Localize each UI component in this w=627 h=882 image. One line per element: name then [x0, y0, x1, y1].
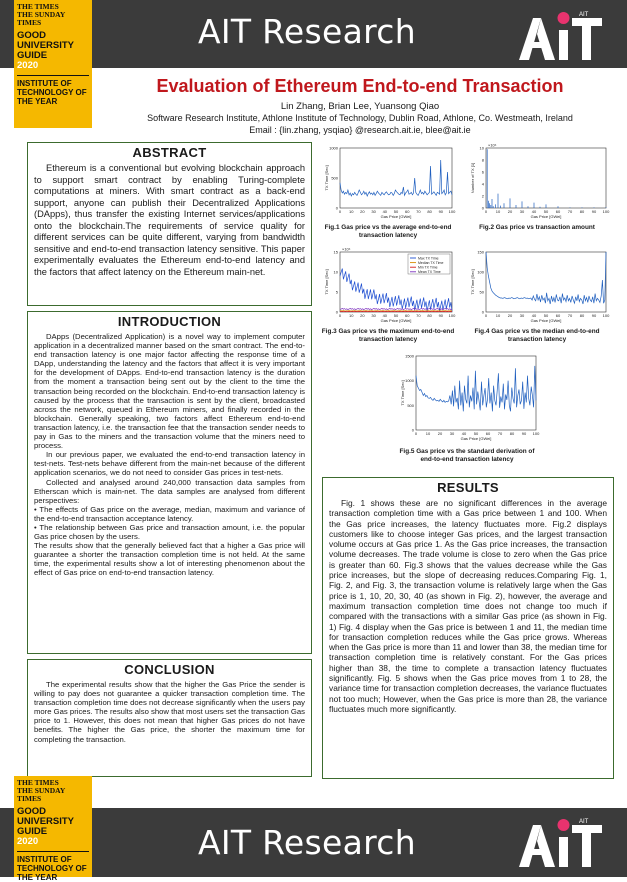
x-tick-label: 60 [405, 313, 410, 318]
results-heading: RESULTS [329, 480, 607, 495]
y-tick-label: 1000 [405, 378, 415, 383]
y-tick-label: 500 [407, 403, 414, 408]
y-tick-label: 50 [480, 290, 485, 295]
y-axis-label: TX Time [Sec] [324, 165, 329, 190]
axis-scale-label: ×10⁴ [488, 143, 497, 148]
x-tick-label: 10 [426, 431, 431, 436]
x-tick-label: 90 [522, 431, 527, 436]
legend-label: Min TX Time [418, 266, 438, 270]
x-tick-label: 90 [439, 313, 444, 318]
university-guide-badge [14, 0, 92, 128]
banner-title: AIT Research [198, 12, 416, 51]
conclusion-section [27, 659, 312, 777]
y-tick-label: 6 [482, 170, 485, 175]
plot-frame [486, 252, 606, 312]
x-tick-label: 50 [394, 313, 399, 318]
y-tick-label: 0 [336, 206, 339, 211]
results-section [322, 477, 614, 779]
figure-3-plot [318, 248, 458, 328]
axis-scale-label: ×10⁴ [342, 247, 351, 252]
figure-1-caption: Fig.1 Gas price vs the average end-to-end transaction latency [318, 224, 458, 239]
intro-bullet: • The effects of Gas price on the average, median, maximum and variance of the end-to-end transaction acceptance latency. [34, 505, 305, 523]
x-tick-label: 0 [485, 209, 488, 214]
award-title: INSTITUTE OF TECHNOLOGY OF THE YEAR [17, 855, 89, 882]
poster-email: Email : {lin.zhang, ysqiao} @research.ait.ie, blee@ait.ie [100, 125, 620, 135]
y-tick-label: 1000 [329, 146, 339, 151]
intro-paragraph: In our previous paper, we evaluated the end-to-end transaction latency in test-nets. Test-nets behave different from the main-net because of the different application scenarios, we do not need to consider Gas prices in test-nets. [34, 450, 305, 477]
x-tick-label: 30 [520, 209, 525, 214]
figure-2 [462, 144, 612, 232]
abstract-heading: ABSTRACT [34, 145, 305, 160]
figure-1-plot [318, 144, 458, 224]
y-tick-label: 2 [482, 194, 485, 199]
ait-logo [517, 8, 605, 62]
figure-5-caption: Fig.5 Gas price vs the standard derivation of end-to-end transaction latency [392, 448, 542, 463]
guide-name: GOOD UNIVERSITY GUIDE [17, 807, 89, 837]
y-tick-label: 100 [477, 270, 484, 275]
y-axis-label: TX Time [Sec] [470, 269, 475, 294]
x-axis-label: Gas Price [GWei] [531, 214, 562, 219]
figure-4-caption: Fig.4 Gas price vs the median end-to-end transaction latency [462, 328, 612, 343]
x-tick-label: 90 [592, 209, 597, 214]
intro-paragraph: DApps (Decentralized Application) is a novel way to implement computer application in a decentralized manner based on the smart contract. The end-to-end transaction latency is one major factor affecting the response time of a DApp, understanding the latency and the factors that affect it is very important for the development of DApps. End-to-end transaction latency is the duration from the moment a transaction being sent out by the client to the time the transaction being recorded on the blockchain. End-to-end transaction latency is caused by the process that the transaction is sent by the client, broadcasted across the network, queued in Ethereum miners, and finally recorded in the blockchain. Generally speaking, two factors affect Ethereum end-to-end transaction latency, i.e. the transaction fee that the transaction sender needs to pay in Gas to the miners and the transaction volume that the miners need to process. [34, 332, 305, 450]
abstract-section [27, 142, 312, 306]
figure-5-plot [392, 352, 542, 448]
y-axis-label: Number of TX [1] [470, 163, 475, 193]
x-tick-label: 90 [439, 209, 444, 214]
x-tick-label: 70 [568, 209, 573, 214]
y-tick-label: 150 [477, 250, 484, 255]
badge-divider [17, 75, 89, 76]
y-tick-label: 500 [331, 176, 338, 181]
x-tick-label: 30 [371, 313, 376, 318]
y-tick-label: 4 [482, 182, 485, 187]
x-tick-label: 100 [449, 313, 456, 318]
x-tick-label: 80 [580, 209, 585, 214]
x-axis-label: Gas Price [GWei] [381, 214, 412, 219]
figure-4-plot [462, 248, 612, 328]
university-guide-badge [14, 776, 92, 877]
x-axis-label: Gas Price [GWei] [461, 436, 492, 441]
y-axis-label: TX Time [Sec] [324, 269, 329, 294]
badge-divider [17, 851, 89, 852]
x-tick-label: 20 [438, 431, 443, 436]
x-tick-label: 80 [427, 313, 432, 318]
x-tick-label: 70 [498, 431, 503, 436]
x-tick-label: 40 [462, 431, 467, 436]
x-tick-label: 0 [415, 431, 418, 436]
award-title: INSTITUTE OF TECHNOLOGY OF THE YEAR [17, 79, 89, 106]
ait-logo [517, 815, 605, 869]
figure-3-caption: Fig.3 Gas price vs the maximum end-to-end transaction latency [318, 328, 458, 343]
plot-frame [486, 148, 606, 208]
guide-year: 2020 [17, 61, 89, 71]
poster-authors: Lin Zhang, Brian Lee, Yuansong Qiao [100, 101, 620, 112]
y-tick-label: 1500 [405, 354, 415, 359]
x-tick-label: 100 [449, 209, 456, 214]
sunday-times-masthead: THE SUNDAY TIMES [17, 11, 89, 27]
intro-bullet: • The relationship between Gas price and transaction amount, i.e. the popular Gas price chosen by the users. [34, 523, 305, 541]
x-tick-label: 70 [416, 209, 421, 214]
results-text: Fig. 1 shows these are no significant differences in the average transaction completion time with a Gas price between 1 and 100. When the Gas price increases, the latency fluctuates more. Fig.2 displays customers like to choose integer Gas prices, and the largest transaction volume occurs at Gas price 1. As the Gas price increases, the transaction volume decreases. The trade volume is close to zero when the Gas price is greater than 60. Fig.3 shows that the values decrease while the Gas price increases, but the slope of decreasing reduces.Comparing Fig. 1, Fig. 2, and Fig. 3, the transaction volume is relatively large when the Gas price is 1, 10, 20, 30, 40 (as shown in Fig. 2), however, the average and maximum transaction completion time does not change too much if compared with the transactions with a similar Gas price (as shown in Fig. 1) Fig. 4 display when the Gas price is between 1 and 11, the median time for transaction completion reduces while the Gas price grows. Whereas when the Gas price is more than 11 and lower than 38, the median time for transaction completion time is relatively constant. For the Gas prices higher than 38, the time to complete a transaction latency fluctuates significantly. Fig. 5 shows when the Gas price moves from 1 to 28, the variance time for transaction completion decreases, the variance fluctuates not too much; However, when the Gas price is more than 28, the variance fluctuates much more significantly. [329, 498, 607, 714]
x-tick-label: 10 [349, 313, 354, 318]
figure-5 [392, 352, 542, 463]
guide-year: 2020 [17, 837, 89, 847]
x-tick-label: 70 [568, 313, 573, 318]
x-axis-label: Gas Price [GWei] [531, 318, 562, 323]
x-tick-label: 80 [510, 431, 515, 436]
x-tick-label: 30 [371, 209, 376, 214]
intro-paragraph: The results show that the generally believed fact that a higher a Gas price will guarantee a shorter the transaction completion time is not held. At the same time, the experimental results show a lot of interesting phenomenon about the effect of Gas price on end-to-end transaction latency. [34, 541, 305, 577]
x-axis-label: Gas Price [GWei] [381, 318, 412, 323]
y-tick-label: 0 [482, 310, 485, 315]
x-tick-label: 70 [416, 313, 421, 318]
x-tick-label: 40 [383, 209, 388, 214]
x-tick-label: 30 [520, 313, 525, 318]
x-tick-label: 10 [496, 209, 501, 214]
x-tick-label: 40 [383, 313, 388, 318]
y-tick-label: 10 [334, 270, 339, 275]
legend-label: Median TX Time [418, 261, 443, 265]
x-tick-label: 90 [592, 313, 597, 318]
x-tick-label: 60 [405, 209, 410, 214]
x-tick-label: 20 [508, 313, 513, 318]
y-tick-label: 15 [334, 250, 339, 255]
figure-2-caption: Fig.2 Gas price vs transaction amount [462, 224, 612, 232]
poster-affiliation: Software Research Institute, Athlone Institute of Technology, Dublin Road, Athlone, Co. Westmeath, Ireland [100, 113, 620, 123]
x-tick-label: 0 [485, 313, 488, 318]
logo-text: AIT [579, 819, 589, 825]
sunday-times-masthead: THE SUNDAY TIMES [17, 787, 89, 803]
y-axis-label: TX Time [Sec] [400, 380, 405, 405]
figure-1 [318, 144, 458, 239]
x-tick-label: 80 [427, 209, 432, 214]
x-tick-label: 20 [360, 209, 365, 214]
x-tick-label: 80 [580, 313, 585, 318]
x-tick-label: 50 [544, 313, 549, 318]
y-tick-label: 5 [336, 290, 339, 295]
figure-3 [318, 248, 458, 343]
x-tick-label: 50 [474, 431, 479, 436]
plot-frame [340, 148, 452, 208]
x-tick-label: 40 [532, 209, 537, 214]
x-tick-label: 40 [532, 313, 537, 318]
y-tick-label: 10 [480, 146, 485, 151]
legend-label: Max TX Time [418, 256, 439, 260]
conclusion-text: The experimental results show that the higher the Gas Price the sender is willing to pay does not guarantee a quicker transaction completion time. The transaction completion time does not decrease significantly when the users pay more Gas prices. The results also show that most users set the transaction Gas price to 1. However, this does not mean that higher Gas prices do not have benefits. The higher the Gas price, the shorter the maximum time for completing the transaction. [34, 680, 305, 744]
x-tick-label: 100 [533, 431, 540, 436]
x-tick-label: 10 [496, 313, 501, 318]
x-tick-label: 60 [486, 431, 491, 436]
y-tick-label: 0 [412, 428, 415, 433]
y-tick-label: 0 [482, 206, 485, 211]
x-tick-label: 50 [544, 209, 549, 214]
x-tick-label: 10 [349, 209, 354, 214]
y-tick-label: 0 [336, 310, 339, 315]
x-tick-label: 0 [339, 313, 342, 318]
x-tick-label: 60 [556, 313, 561, 318]
introduction-section [27, 311, 312, 654]
conclusion-heading: CONCLUSION [34, 662, 305, 677]
poster-title: Evaluation of Ethereum End-to-end Transaction [100, 76, 620, 97]
abstract-text: Ethereum is a conventional but evolving blockchain approach to support smart contract by enabling Turing-complete computations at miners. With smart contract as a back-end support, anyone can publish their Decentralized Applications (DApps), thus transfer the existing Internet services/applications onto the blockchain.The requirements of service quality for different services can be quite different, varying from bandwidth sensitive and end-to-end transaction latency sensitive. This paper experimentally evaluates the Ethereum end-to-end latency and the factors that affect latency on the Ethereum main-net. [34, 163, 305, 278]
guide-name: GOOD UNIVERSITY GUIDE [17, 31, 89, 61]
x-tick-label: 100 [603, 313, 610, 318]
introduction-heading: INTRODUCTION [34, 314, 305, 329]
x-tick-label: 30 [450, 431, 455, 436]
intro-paragraph: Collected and analysed around 240,000 transaction data samples from Etherscan which is main-net. The data samples are analysed from different perspectives: [34, 478, 305, 505]
y-tick-label: 8 [482, 158, 485, 163]
figure-4 [462, 248, 612, 343]
figure-2-plot [462, 144, 612, 224]
x-tick-label: 20 [360, 313, 365, 318]
x-tick-label: 50 [394, 209, 399, 214]
x-tick-label: 20 [508, 209, 513, 214]
x-tick-label: 100 [603, 209, 610, 214]
times-masthead: THE TIMES [17, 779, 89, 787]
legend-label: Mean TX Time [418, 270, 441, 274]
banner-title: AIT Research [198, 823, 416, 862]
x-tick-label: 0 [339, 209, 342, 214]
logo-text: AIT [579, 12, 589, 18]
x-tick-label: 60 [556, 209, 561, 214]
times-masthead: THE TIMES [17, 3, 89, 11]
